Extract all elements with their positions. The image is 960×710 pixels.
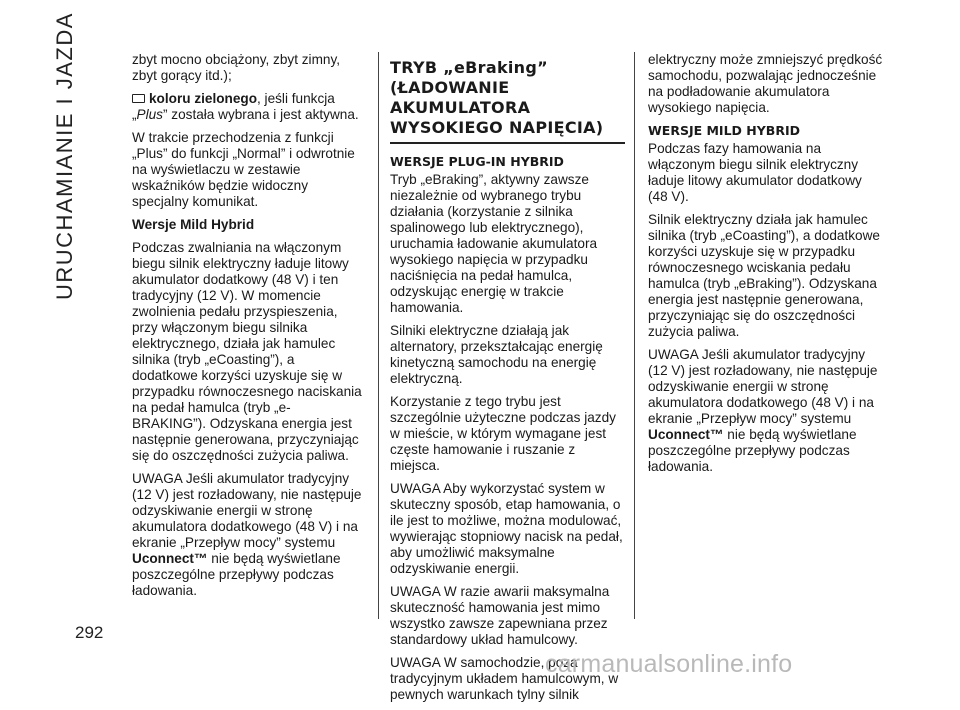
bold-text: Uconnect™ <box>648 427 724 442</box>
watermark-link[interactable]: carmanualsonline.info <box>545 650 793 678</box>
section-side-title: URUCHAMIANIE I JAZDA <box>52 12 77 300</box>
paragraph <box>132 91 362 123</box>
paragraph: elektryczny może zmniejszyć prędkość samochodu, pozwalając jednocześnie na podładowanie akumulatora wysokiego napięcia. <box>648 52 883 115</box>
subsection-heading: WERSJE PLUG-IN HYBRID <box>390 154 564 169</box>
paragraph: Silniki elektryczne działają jak alternatory, przekształcając energię kinetyczną samochodu na energię elektryczną. <box>390 323 603 386</box>
subheading: Wersje Mild Hybrid <box>132 217 255 232</box>
paragraph: Korzystanie z tego trybu jest szczególnie użyteczne podczas jazdy w mieście, w którym wymagane jest częste hamowanie i ruszanie z miejsca. <box>390 394 616 473</box>
note-paragraph <box>648 347 883 475</box>
paragraph: Podczas fazy hamowania na włączonym biegu silnik elektryczny ładuje litowy akumulator dodatkowy (48 V). <box>648 141 862 204</box>
section-heading: TRYB „eBraking” (ŁADOWANIE AKUMULATORA WYSOKIEGO NAPIĘCIA) <box>390 58 604 137</box>
text: UWAGA Jeśli akumulator tradycyjny (12 V) jest rozładowany, nie następuje odzyskiwanie energii w stronę akumulatora dodatkowego (48 V) i na ekranie „Przepływ mocy” systemu <box>648 347 878 426</box>
column-divider-1 <box>378 52 379 619</box>
page-number: 292 <box>75 623 104 642</box>
heading-rule <box>390 142 625 144</box>
note-paragraph: UWAGA Aby wykorzystać system w skuteczny sposób, etap hamowania, o ile jest to możliwe, można modulować, wywierając stopniowy nacisk na pedał, aby umożliwić maksymalne odzyskiwanie energii. <box>390 481 623 576</box>
text: UWAGA Jeśli akumulator tradycyjny (12 V) jest rozładowany, nie następuje odzyskiwanie energii w stronę akumulatora dodatkowego (48 V) i na ekranie „Przepływ mocy” systemu <box>132 471 362 550</box>
text: , jeśli funkcja „ <box>132 91 335 122</box>
note-paragraph: UWAGA W razie awarii maksymalna skuteczność hamowania jest mimo wszystko zawsze zapewniana przez standardowy układ hamulcowy. <box>390 584 610 647</box>
paragraph: zbyt mocno obciążony, zbyt zimny, zbyt gorący itd.); <box>132 52 341 83</box>
paragraph: W trakcie przechodzenia z funkcji „Plus” do funkcji „Normal” i odwrotnie na wyświetlaczu w zestawie wskaźników będzie widoczny specjalny komunikat. <box>132 130 355 209</box>
battery-icon <box>132 94 145 103</box>
text: ” została wybrana i jest aktywna. <box>162 107 359 122</box>
note-paragraph: UWAGA W samochodzie, poza tradycyjnym układem hamulcowym, w pewnych warunkach tylny silnik <box>390 655 619 702</box>
paragraph: Podczas zwalniania na włączonym biegu silnik elektryczny ładuje litowy akumulator dodatkowy (48 V) i ten tradycyjny (12 V). W momencie zwolnienia pedału przyspieszenia, przy włączonym biegu silnika elektrycznego, działa jak hamulec silnika (tryb „eCoasting”), a dodatkowe korzyści uzyskuje się w przypadku równoczesnego naciskania na pedał hamulca (tryb „e-BRAKING”). Odzyskana energia jest następnie generowana, przyczyniając się do oszczędności zużycia paliwa. <box>132 240 362 463</box>
paragraph: Silnik elektryczny działa jak hamulec silnika (tryb „eCoasting”), a dodatkowe korzyści uzyskuje się w przypadku równoczesnego wciskania pedału hamulca (tryb „eBraking”). Odzyskana energia jest następnie generowana, przyczyniając się do oszczędności zużycia paliwa. <box>648 212 880 339</box>
column-3 <box>648 52 883 482</box>
text: nie będą wyświetlane poszczególne przepływy podczas ładowania. <box>132 551 341 598</box>
italic-text: Plus <box>136 107 163 122</box>
bold-text: koloru zielonego <box>149 91 257 106</box>
bold-text: Uconnect™ <box>132 551 208 566</box>
note-paragraph <box>132 471 362 599</box>
column-2 <box>390 52 625 710</box>
column-1 <box>132 52 362 606</box>
subsection-heading: WERSJE MILD HYBRID <box>648 123 800 138</box>
paragraph: Tryb „eBraking”, aktywny zawsze niezależnie od wybranego trybu działania (korzystanie z silnika spalinowego lub elektrycznego), uruchamia ładowanie akumulatora wysokiego napięcia w przypadku naciśnięcia na pedał hamulca, odzyskując energię w trakcie hamowania. <box>390 172 598 315</box>
text: nie będą wyświetlane poszczególne przepływy podczas ładowania. <box>648 427 857 474</box>
column-divider-2 <box>634 52 635 619</box>
